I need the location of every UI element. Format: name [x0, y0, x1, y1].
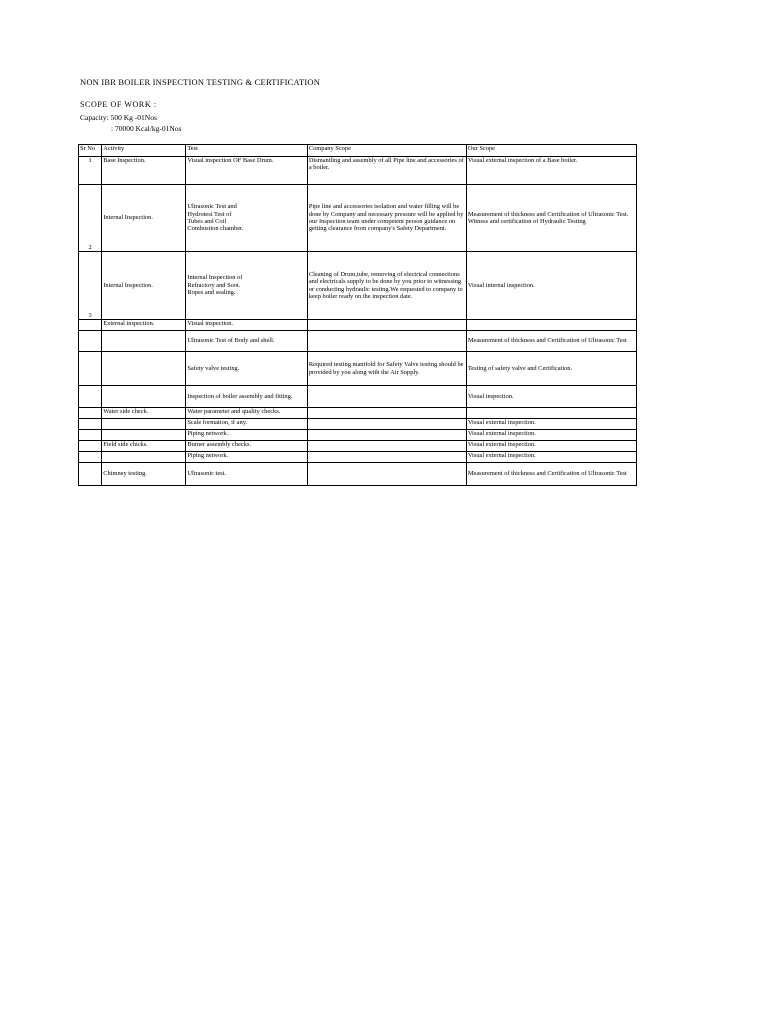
- cell-company-scope: [307, 463, 466, 486]
- cell-sr-no: [79, 331, 102, 352]
- cell-company-scope: [307, 452, 466, 463]
- cell-activity: Base Inspection.: [102, 157, 186, 185]
- cell-our-scope: Visual external inspection.: [466, 430, 636, 441]
- cell-our-scope: [466, 320, 636, 331]
- cell-company-scope: [307, 441, 466, 452]
- header-our-scope: Our Scope: [466, 145, 636, 157]
- scope-of-work-label: SCOPE OF WORK :: [80, 100, 157, 109]
- cell-company-scope: [307, 430, 466, 441]
- cell-activity: [102, 331, 186, 352]
- header-sr-no: Sr No: [79, 145, 102, 157]
- cell-sr-no: [79, 452, 102, 463]
- cell-activity: Water side check.: [102, 408, 186, 419]
- table-row: [79, 352, 637, 386]
- cell-our-scope: Visual external inspection of a Base boiler.: [466, 157, 636, 185]
- cell-sr-no: [79, 430, 102, 441]
- capacity-line-1: Capacity: 500 Kg -01Nos: [80, 113, 157, 122]
- cell-test: Safety valve testing.: [186, 352, 308, 386]
- table-header-row: [79, 145, 637, 157]
- cell-our-scope: Visual external inspection.: [466, 441, 636, 452]
- table-row: [79, 430, 637, 441]
- table-row: [79, 408, 637, 419]
- cell-activity: [102, 419, 186, 430]
- cell-our-scope: Measurement of thickness and Certification of Ultrasonic Test: [466, 463, 636, 486]
- cell-company-scope: [307, 419, 466, 430]
- cell-sr-no: 2: [79, 185, 102, 252]
- cell-our-scope: Visual external inspection.: [466, 419, 636, 430]
- cell-sr-no: [79, 352, 102, 386]
- cell-activity: [102, 452, 186, 463]
- cell-company-scope: [307, 331, 466, 352]
- cell-company-scope: Dismantling and assembly of all Pipe line and accessories of a boiler.: [307, 157, 466, 185]
- cell-test: Scale formation, if any.: [186, 419, 308, 430]
- cell-our-scope: Visual inspection.: [466, 386, 636, 408]
- header-company-scope: Company Scope: [307, 145, 466, 157]
- cell-activity: [102, 430, 186, 441]
- inspection-scope-table: [78, 144, 637, 486]
- cell-activity: Chimney testing.: [102, 463, 186, 486]
- header-test: Test: [186, 145, 308, 157]
- cell-test: Water parameter and quality checks.: [186, 408, 308, 419]
- cell-sr-no: 1: [79, 157, 102, 185]
- table-row: [79, 157, 637, 185]
- table-row: [79, 386, 637, 408]
- document-title: NON IBR BOILER INSPECTION TESTING & CERTIFICATION: [80, 77, 321, 87]
- table-row: [79, 452, 637, 463]
- cell-company-scope: [307, 386, 466, 408]
- cell-sr-no: [79, 419, 102, 430]
- cell-test: Visual inspection OF Base Drum.: [186, 157, 308, 185]
- cell-activity: External inspection.: [102, 320, 186, 331]
- cell-sr-no: [79, 441, 102, 452]
- cell-test: Ultrasonic test.: [186, 463, 308, 486]
- cell-activity: Internal Inspection.: [102, 252, 186, 320]
- table-row: [79, 463, 637, 486]
- cell-company-scope: Cleaning of Drum,tube, removing of electrical connections and electricals supply to be done by you prior to witnessing or conducting hydraulic testing.We requested to company to keep boiler ready on the inspection date.: [307, 252, 466, 320]
- table-row: [79, 252, 637, 320]
- cell-test: Piping network.: [186, 452, 308, 463]
- cell-test: Visual inspection.: [186, 320, 308, 331]
- cell-our-scope: [466, 408, 636, 419]
- cell-company-scope: [307, 408, 466, 419]
- cell-sr-no: [79, 463, 102, 486]
- header-activity: Activity: [102, 145, 186, 157]
- cell-test: Ultrasonic Test of Body and shell.: [186, 331, 308, 352]
- cell-sr-no: [79, 320, 102, 331]
- cell-test: Inspection of boiler assembly and fitting.: [186, 386, 308, 408]
- table-row: [79, 419, 637, 430]
- table-row: [79, 331, 637, 352]
- cell-our-scope: Testing of safety valve and Certification.: [466, 352, 636, 386]
- cell-sr-no: [79, 408, 102, 419]
- cell-test: Internal Inspection of Refractory and Soot. Ropes and sealing.: [186, 252, 308, 320]
- cell-activity: Internal Inspection.: [102, 185, 186, 252]
- cell-test: Ultrasonic Test and Hydrotest Test of Tubes and Coil Combustion chamber.: [186, 185, 308, 252]
- cell-our-scope: Measurement of thickness and Certification of Ultrasonic Test: [466, 331, 636, 352]
- cell-company-scope: Required testing manifold for Safety Valve testing should be provided by you along with the Air Supply.: [307, 352, 466, 386]
- table-row: [79, 320, 637, 331]
- cell-company-scope: Pipe line and accessories isolation and water filling will be done by Company and necessary pressure will be applied by our Inspection team under competent person guidance on getting clearance from company's Safety Department.: [307, 185, 466, 252]
- cell-our-scope: Visual external inspection.: [466, 452, 636, 463]
- cell-activity: [102, 386, 186, 408]
- cell-company-scope: [307, 320, 466, 331]
- table-row: [79, 185, 637, 252]
- cell-test: Piping network.: [186, 430, 308, 441]
- cell-activity: [102, 352, 186, 386]
- cell-activity: Field side chicks.: [102, 441, 186, 452]
- cell-our-scope: Measurement of thickness and Certification of Ultrasonic Test. Witness and certification of Hydraulic Testing: [466, 185, 636, 252]
- cell-sr-no: [79, 386, 102, 408]
- capacity-line-2: : 70000 Kcal/kg-01Nos: [111, 124, 182, 133]
- cell-our-scope: Visual internal inspection.: [466, 252, 636, 320]
- cell-test: Burner assembly checks.: [186, 441, 308, 452]
- table-row: [79, 441, 637, 452]
- cell-sr-no: 3: [79, 252, 102, 320]
